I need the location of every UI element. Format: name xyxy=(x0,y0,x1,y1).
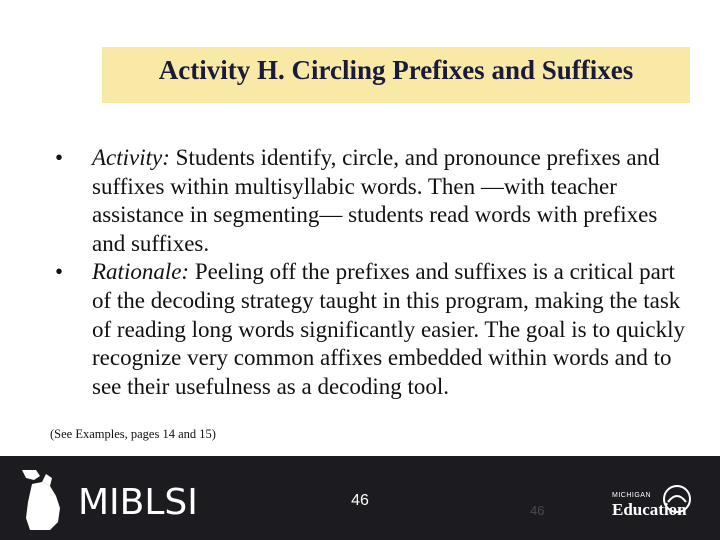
reference-note: (See Examples, pages 14 and 15) xyxy=(50,427,216,441)
michigan-logo-icon xyxy=(16,468,72,532)
bullet-dot-icon: • xyxy=(55,145,64,170)
page-number-secondary: 46 xyxy=(530,503,545,518)
bullet-dot-icon: • xyxy=(55,259,64,285)
page-number: 46 xyxy=(351,492,369,509)
mde-logo-text: Education xyxy=(612,500,687,519)
bullet-list xyxy=(55,144,695,401)
miblsi-logo-text: MIBLSI xyxy=(78,482,198,523)
footer-bar xyxy=(0,456,720,540)
bullet-label: Activity: xyxy=(92,145,170,170)
slide-title: Activity H. Circling Prefixes and Suffixes xyxy=(158,55,634,85)
bullet-activity xyxy=(55,144,695,258)
title-box xyxy=(102,47,690,103)
bullet-rationale xyxy=(55,258,695,401)
bullet-text: Students identify, circle, and pronounce prefixes and suffixes within multisyllabic words. Then —with teacher assistance in segmenting— students read words with prefixes and suffixes. xyxy=(92,145,660,256)
bullet-label: Rationale: xyxy=(92,259,190,285)
mde-logo-small-text: MICHIGAN xyxy=(612,492,651,499)
mde-seal-icon xyxy=(662,484,692,514)
bullet-text: Peeling off the prefixes and suffixes is a critical part of the decoding strategy taught in this program, making the task of reading long words significantly easier. The goal is to quickly recognize very common affixes embedded within words and to see their usefulness as a decoding tool. xyxy=(92,259,685,399)
